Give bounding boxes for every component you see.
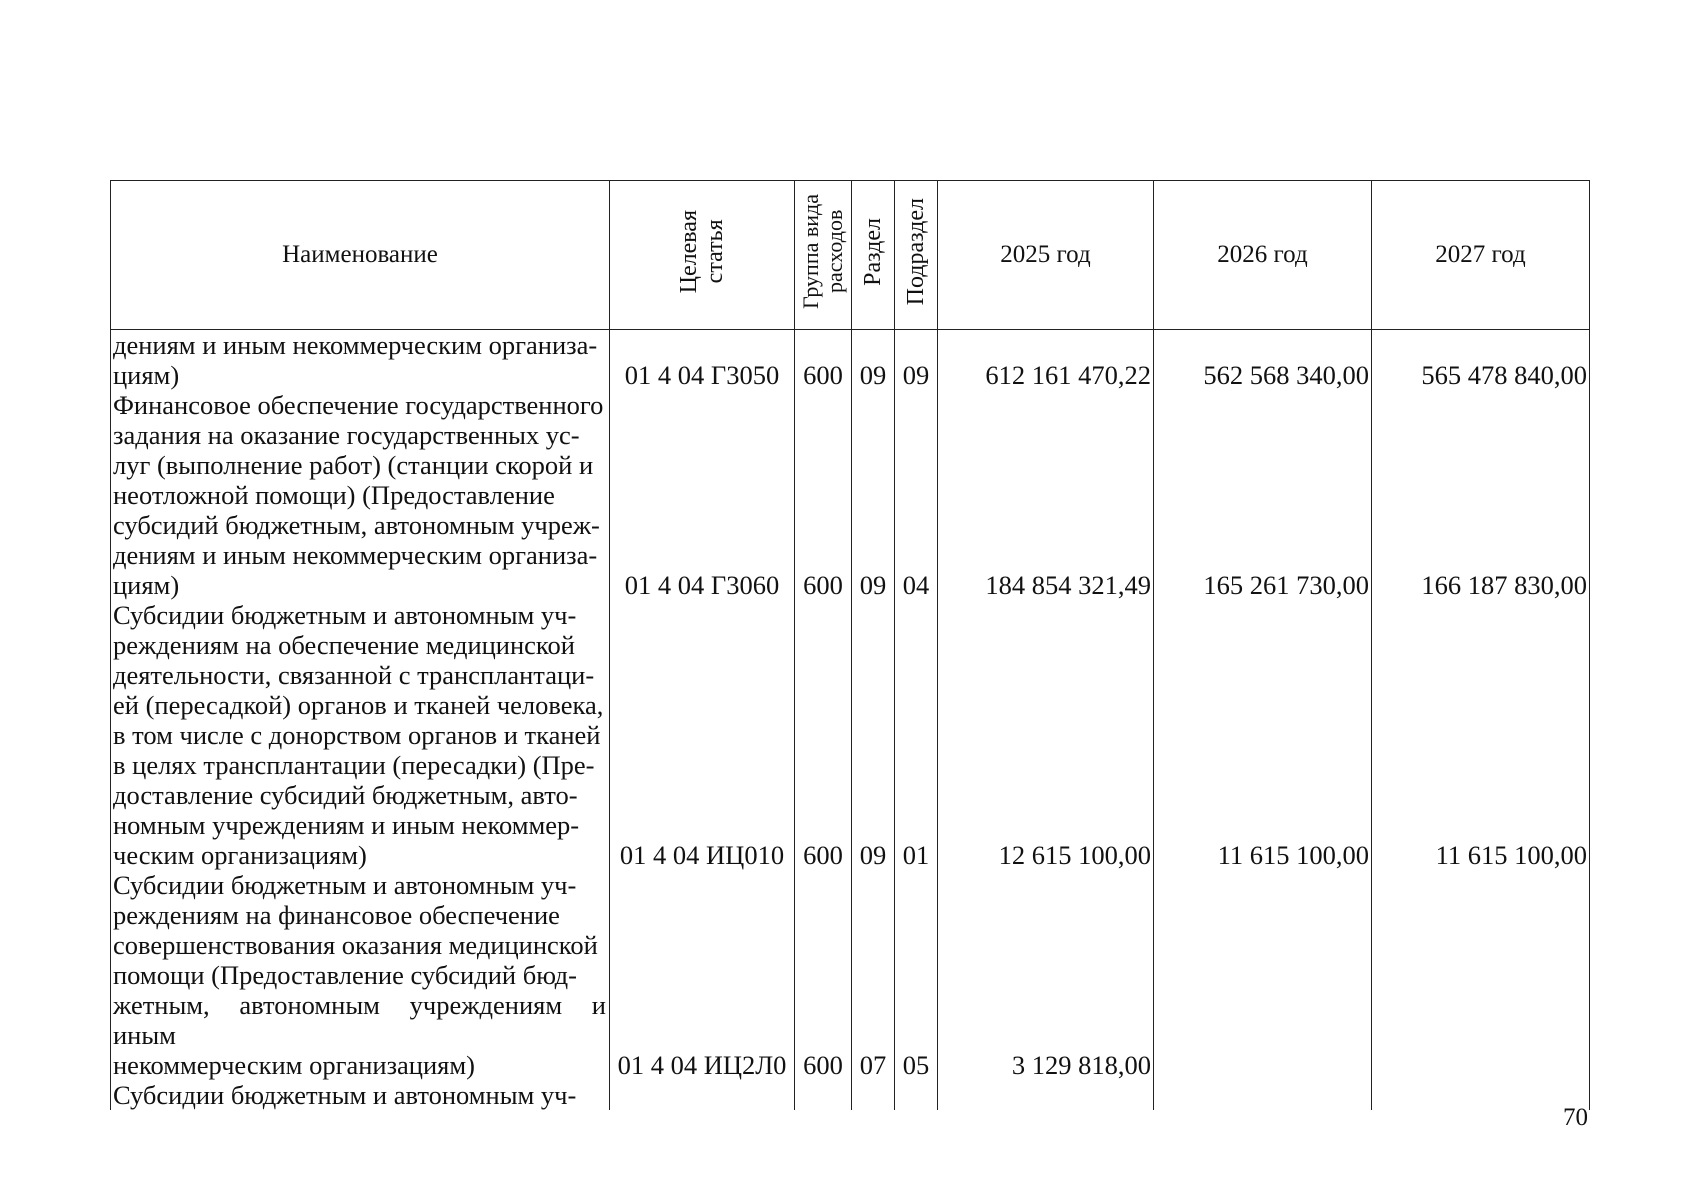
row-name-cell xyxy=(111,330,610,391)
amount-2027: 166 187 830,00 xyxy=(1372,390,1590,600)
subsection-code: 04 xyxy=(895,390,938,600)
amount-2026: 165 261 730,00 xyxy=(1154,390,1372,600)
row-name-line: некоммерческим организациям) xyxy=(113,1050,475,1080)
section-code: 09 xyxy=(852,600,895,870)
amount-2025: 12 615 100,00 xyxy=(938,600,1154,870)
header-year-2026-label: 2026 год xyxy=(1217,241,1308,268)
header-name xyxy=(111,181,610,330)
row-name-line: доставление субсидий бюджетным, авто- xyxy=(113,780,578,810)
row-name-line: Субсидии бюджетным и автономным уч- xyxy=(113,1080,577,1110)
row-name-cell xyxy=(111,1080,610,1110)
subsection-code: 09 xyxy=(895,330,938,391)
header-expense-group-line2: расходов xyxy=(822,209,847,294)
expense-group-code: 600 xyxy=(795,330,852,391)
row-name-line: циям) xyxy=(113,570,180,600)
row-name-cell xyxy=(111,870,610,1080)
expense-group-code xyxy=(795,1080,852,1110)
table-row xyxy=(111,600,1590,870)
row-name-line: помощи (Предоставление субсидий бюд- xyxy=(113,960,577,990)
row-name-line: реждениям на финансовое обеспечение xyxy=(113,900,560,930)
row-name-line: совершенствования оказания медицинской xyxy=(113,930,598,960)
row-name-line: номным учреждениям и иным некоммер- xyxy=(113,810,580,840)
row-name-line: Финансовое обеспечение государственного xyxy=(113,390,604,420)
row-name-line: задания на оказание государственных ус- xyxy=(113,420,580,450)
header-target-article xyxy=(610,181,795,330)
amount-2026: 11 615 100,00 xyxy=(1154,600,1372,870)
amount-2027: 565 478 840,00 xyxy=(1372,330,1590,391)
row-name-line: неотложной помощи) (Предоставление xyxy=(113,480,555,510)
amount-2025: 3 129 818,00 xyxy=(938,870,1154,1080)
target-article-code xyxy=(610,1080,795,1110)
target-article-code: 01 4 04 Г3050 xyxy=(610,330,795,391)
row-name-line: Субсидии бюджетным и автономным уч- xyxy=(113,600,577,630)
amount-2025 xyxy=(938,1080,1154,1110)
section-code: 09 xyxy=(852,390,895,600)
row-name-cell xyxy=(111,390,610,600)
row-name-line: циям) xyxy=(113,360,180,390)
table-row xyxy=(111,330,1590,391)
header-year-2025-label: 2025 год xyxy=(1000,241,1091,268)
section-code: 09 xyxy=(852,330,895,391)
section-code: 07 xyxy=(852,870,895,1080)
row-name-line: ческим организациям) xyxy=(113,840,367,870)
header-expense-group xyxy=(795,181,852,330)
subsection-code: 01 xyxy=(895,600,938,870)
header-name-label: Наименование xyxy=(282,241,438,268)
table-row xyxy=(111,390,1590,600)
amount-2026: 562 568 340,00 xyxy=(1154,330,1372,391)
page-number: 70 xyxy=(1563,1104,1588,1131)
row-name-line: дениям и иным некоммерческим организа- xyxy=(113,330,598,360)
header-expense-group-label xyxy=(799,194,847,309)
subsection-code xyxy=(895,1080,938,1110)
row-name-cell xyxy=(111,600,610,870)
expense-group-code: 600 xyxy=(795,870,852,1080)
row-name-line: деятельности, связанной с трансплантаци- xyxy=(113,660,595,690)
header-target-article-line1: Целевая xyxy=(676,209,702,294)
amount-2027 xyxy=(1372,870,1590,1080)
amount-2025: 612 161 470,22 xyxy=(938,330,1154,391)
header-year-2027 xyxy=(1372,181,1590,330)
row-name-line: реждениям на обеспечение медицинской xyxy=(113,630,575,660)
header-target-article-line2: статья xyxy=(702,219,728,284)
row-name-line: в том числе с донорством органов и тканей xyxy=(113,720,601,750)
amount-2025: 184 854 321,49 xyxy=(938,390,1154,600)
target-article-code: 01 4 04 ИЦ010 xyxy=(610,600,795,870)
header-section xyxy=(852,181,895,330)
amount-2027: 11 615 100,00 xyxy=(1372,600,1590,870)
table-body xyxy=(111,330,1590,1111)
table-row xyxy=(111,1080,1590,1110)
header-section-label: Раздел xyxy=(860,217,886,286)
row-name-line: ей (пересадкой) органов и тканей человека, xyxy=(113,690,604,720)
amount-2026 xyxy=(1154,870,1372,1080)
header-year-2025 xyxy=(938,181,1154,330)
target-article-code: 01 4 04 Г3060 xyxy=(610,390,795,600)
expense-group-code: 600 xyxy=(795,390,852,600)
section-code xyxy=(852,1080,895,1110)
row-name-line: Субсидии бюджетным и автономным уч- xyxy=(113,870,577,900)
header-year-2027-label: 2027 год xyxy=(1435,241,1526,268)
row-name-line: субсидий бюджетным, автономным учреж- xyxy=(113,510,600,540)
header-subsection xyxy=(895,181,938,330)
header-subsection-label: Подраздел xyxy=(903,197,929,306)
table-row xyxy=(111,870,1590,1080)
row-name-line: жетным, автономным учреждениям и иным xyxy=(113,990,606,1050)
row-name-line: луг (выполнение работ) (станции скорой и xyxy=(113,450,594,480)
target-article-code: 01 4 04 ИЦ2Л0 xyxy=(610,870,795,1080)
header-row xyxy=(111,181,1590,330)
subsection-code: 05 xyxy=(895,870,938,1080)
header-expense-group-line1: Группа вида xyxy=(798,194,823,309)
header-year-2026 xyxy=(1154,181,1372,330)
budget-table xyxy=(110,180,1590,1110)
amount-2026 xyxy=(1154,1080,1372,1110)
expense-group-code: 600 xyxy=(795,600,852,870)
header-target-article-label xyxy=(676,210,728,293)
row-name-line: в целях трансплантации (пересадки) (Пре- xyxy=(113,750,595,780)
row-name-line: дениям и иным некоммерческим организа- xyxy=(113,540,598,570)
